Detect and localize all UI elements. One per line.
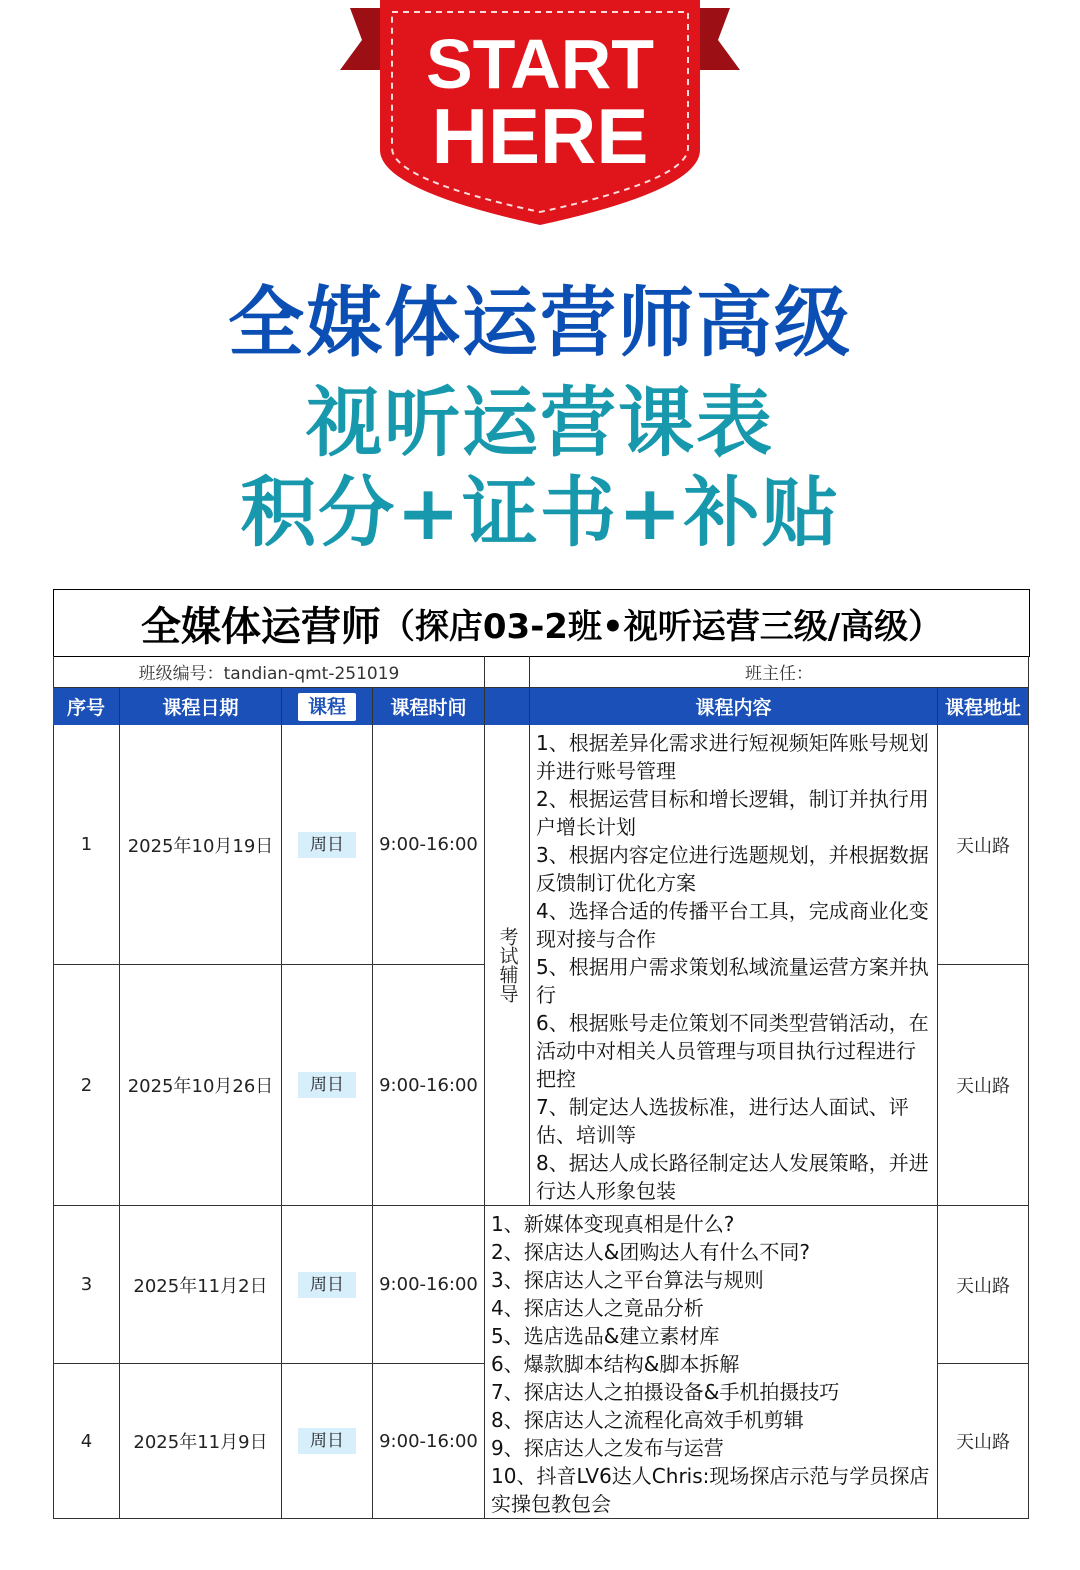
banner-line2: HERE — [431, 92, 649, 180]
header-time: 课程时间 — [373, 688, 485, 725]
header-no: 序号 — [53, 688, 120, 725]
content2-item: 7、探店达人之拍摄设备&手机拍摄技巧 — [491, 1380, 840, 1404]
content1-item: 4、选择合适的传播平台工具，完成商业化变现对接与合作 — [536, 899, 929, 951]
content2-item: 3、探店达人之平台算法与规则 — [491, 1268, 764, 1292]
content-block-1 — [530, 725, 938, 1206]
content1-item: 1、根据差异化需求进行短视频矩阵账号规划并进行账号管理 — [536, 731, 929, 783]
row2-no: 2 — [53, 965, 120, 1206]
row4-day: 周日 — [298, 1428, 356, 1454]
row4-time: 9:00-16:00 — [373, 1364, 485, 1519]
row3-time: 9:00-16:00 — [373, 1206, 485, 1364]
table-title-sub: （探店03-2班•视听运营三级/高级） — [380, 606, 943, 647]
row2-date: 2025年10月26日 — [120, 965, 282, 1206]
content2-item: 1、新媒体变现真相是什么? — [491, 1212, 735, 1236]
content1-item: 5、根据用户需求策划私域流量运营方案并执行 — [536, 955, 929, 1007]
header-course-label: 课程 — [298, 693, 356, 721]
content2-item: 10、抖音LV6达人Chris:现场探店示范与学员探店实操包教包会 — [491, 1464, 930, 1516]
row4-no: 4 — [53, 1364, 120, 1519]
content2-item: 6、爆款脚本结构&脚本拆解 — [491, 1352, 740, 1376]
header-blank — [485, 688, 530, 725]
row1-day: 周日 — [298, 832, 356, 858]
table-title — [53, 589, 1030, 657]
exam-label-text: 考试辅导 — [496, 927, 519, 1003]
schedule-table — [53, 589, 1030, 1519]
row2-day: 周日 — [298, 1072, 356, 1098]
content2-item: 9、探店达人之发布与运营 — [491, 1436, 724, 1460]
row4-date: 2025年11月9日 — [120, 1364, 282, 1519]
row2-time: 9:00-16:00 — [373, 965, 485, 1206]
row1-time: 9:00-16:00 — [373, 725, 485, 965]
content2-item: 4、探店达人之竟品分析 — [491, 1296, 704, 1320]
row4-address: 天山路 — [938, 1364, 1029, 1519]
head-teacher: 班主任： — [530, 656, 1029, 688]
header-address: 课程地址 — [938, 688, 1029, 725]
row1-date: 2025年10月19日 — [120, 725, 282, 965]
row2-address: 天山路 — [938, 965, 1029, 1206]
header-course — [282, 688, 373, 725]
row3-no: 3 — [53, 1206, 120, 1364]
banner-line1: START — [425, 25, 655, 103]
row2-day-cell — [282, 965, 373, 1206]
row1-address: 天山路 — [938, 725, 1029, 965]
row3-address: 天山路 — [938, 1206, 1029, 1364]
content1-item: 2、根据运营目标和增长逻辑，制订并执行用户增长计划 — [536, 787, 929, 839]
header-date: 课程日期 — [120, 688, 282, 725]
row3-day: 周日 — [298, 1272, 356, 1298]
content1-item: 7、制定达人选拔标准，进行达人面试、评估、培训等 — [536, 1095, 909, 1147]
content2-item: 2、探店达人&团购达人有什么不同? — [491, 1240, 810, 1264]
table-title-main: 全媒体运营师 — [140, 603, 381, 650]
row4-day-cell — [282, 1364, 373, 1519]
content2-item: 5、选店选品&建立素材库 — [491, 1324, 720, 1348]
row3-date: 2025年11月2日 — [120, 1206, 282, 1364]
headline-benefits: 积分+证书+补贴 — [240, 468, 840, 557]
content1-item: 3、根据内容定位进行选题规划，并根据数据反馈制订优化方案 — [536, 843, 929, 895]
class-number: 班级编号：tandian-qmt-251019 — [53, 656, 485, 688]
headline-main: 全媒体运营师高级 — [228, 278, 852, 367]
headline-sub: 视听运营课表 — [306, 378, 774, 467]
content-block-2 — [485, 1206, 938, 1519]
exam-coaching-label — [485, 725, 530, 1206]
row3-day-cell — [282, 1206, 373, 1364]
row1-no: 1 — [53, 725, 120, 965]
start-here-ribbon — [320, 0, 760, 240]
content2-item: 8、探店达人之流程化高效手机剪辑 — [491, 1408, 804, 1432]
row1-day-cell — [282, 725, 373, 965]
content1-item: 8、据达人成长路径制定达人发展策略，并进行达人形象包装 — [536, 1151, 929, 1203]
info-spacer — [485, 656, 530, 688]
content1-item: 6、根据账号走位策划不同类型营销活动，在活动中对相关人员管理与项目执行过程进行把控 — [536, 1011, 929, 1091]
header-content: 课程内容 — [530, 688, 938, 725]
